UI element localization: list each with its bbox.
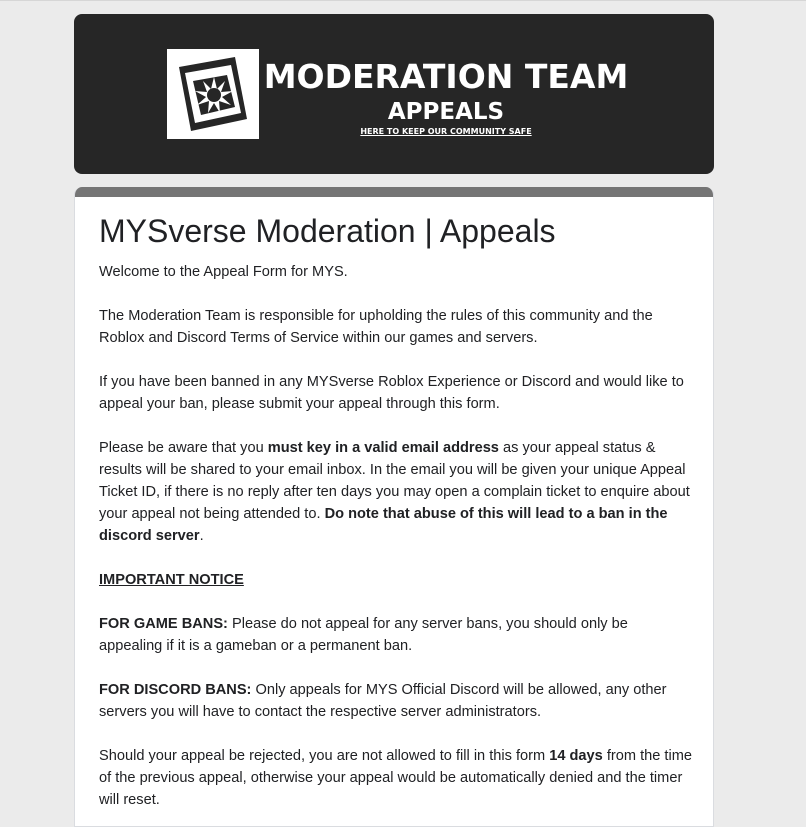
discord-bans-text: Only appeals for MYS Official Discord will be allowed, any other servers you will have to contact the respective server administrators.: [99, 682, 667, 720]
important-notice-paragraph: [99, 569, 695, 591]
banner-subtitle: APPEALS: [387, 99, 505, 125]
responsibility-text: The Moderation Team is responsible for upholding the rules of this community and the Roblox and Discord Terms of Service within our games and servers.: [99, 308, 653, 346]
header-banner: [74, 14, 714, 174]
email-notice-middle: as your appeal status & results will be shared to your email inbox. In the email you will be given your unique Appeal Ticket ID, if there is no reply after ten days you may open a complain ticket to enquire about your appeal not being attended to.: [99, 440, 690, 522]
form-description-card: [74, 187, 714, 827]
email-notice-lead: Please be aware that you: [99, 440, 268, 456]
banner-tagline: HERE TO KEEP OUR COMMUNITY SAFE: [360, 127, 532, 136]
form-description: [99, 261, 695, 827]
game-bans-paragraph: [99, 613, 695, 657]
game-bans-label: FOR GAME BANS:: [99, 616, 228, 632]
rejection-lead: Should your appeal be rejected, you are not allowed to fill in this form: [99, 748, 550, 764]
email-notice-paragraph: [99, 437, 695, 547]
email-notice-emphasis: must key in a valid email address: [267, 440, 499, 456]
email-notice-end: .: [199, 528, 204, 544]
form-title: MYSverse Moderation | Appeals: [99, 213, 556, 249]
card-accent-strip: [75, 187, 713, 197]
rejection-paragraph: [99, 745, 695, 811]
game-bans-text: Please do not appeal for any server bans, you should only be appealing if it is a gameban or a permanent ban.: [99, 616, 628, 654]
rejection-tail: from the time of the previous appeal, otherwise your appeal would be automatically denied and the timer will reset.: [99, 748, 693, 808]
welcome-text: Welcome to the Appeal Form for MYS.: [99, 264, 348, 280]
important-notice-heading: IMPORTANT NOTICE: [99, 572, 244, 588]
banner-title: MODERATION TEAM: [263, 57, 629, 96]
top-divider: [0, 0, 806, 1]
discord-bans-paragraph: [99, 679, 695, 723]
discord-bans-label: FOR DISCORD BANS:: [99, 682, 252, 698]
rejection-emphasis: 14 days: [549, 748, 603, 764]
instructions-text: If you have been banned in any MYSverse Roblox Experience or Discord and would like to appeal your ban, please submit your appeal through this form.: [99, 374, 684, 412]
abuse-warning: Do note that abuse of this will lead to a ban in the discord server: [99, 506, 668, 544]
